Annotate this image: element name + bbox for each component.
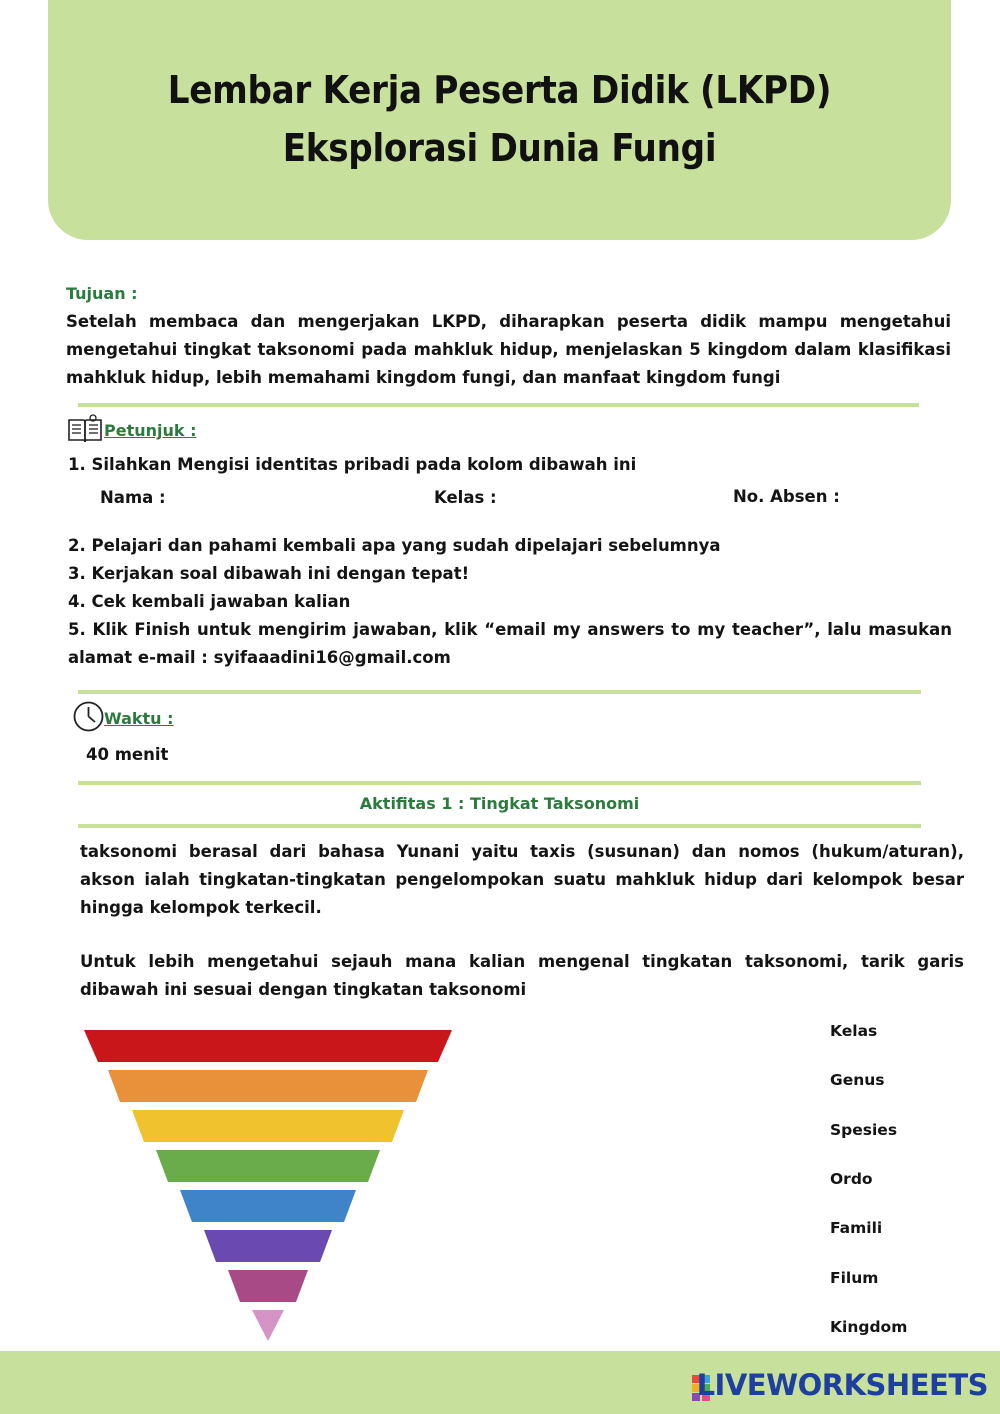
pyramid-level-8	[252, 1310, 284, 1341]
divider	[78, 690, 921, 694]
pyramid-level-2	[108, 1070, 428, 1102]
step-1: 1. Silahkan Mengisi identitas pribadi pada kolom dibawah ini	[68, 455, 637, 474]
taxonomy-label-ordo[interactable]: Ordo	[830, 1170, 873, 1188]
step-3: 3. Kerjakan soal dibawah ini dengan tepat!	[68, 564, 470, 583]
aktifitas-paragraph-2: Untuk lebih mengetahui sejauh mana kalian mengenal tingkatan taksonomi, tarik garis dibawah ini sesuai dengan tingkatan taksonomi	[80, 952, 964, 999]
aktifitas-heading: Aktifitas 1 : Tingkat Taksonomi	[359, 794, 640, 813]
field-nama-label: Nama :	[100, 488, 166, 507]
pyramid-level-3	[132, 1110, 404, 1142]
step-2: 2. Pelajari dan pahami kembali apa yang sudah dipelajari sebelumnya	[68, 536, 721, 555]
page-title: Lembar Kerja Peserta Didik (LKPD)	[167, 68, 832, 112]
clock-icon	[72, 700, 105, 733]
field-kelas-label: Kelas :	[434, 488, 497, 507]
waktu-value: 40 menit	[86, 745, 169, 764]
step-4: 4. Cek kembali jawaban kalian	[68, 592, 351, 611]
book-icon	[67, 414, 103, 444]
aktifitas-paragraph-1: taksonomi berasal dari bahasa Yunani yaitu taxis (susunan) dan nomos (hukum/aturan), akson ialah tingkatan-tingkatan pengelompokan suatu mahkluk hidup dari kelompok besar hingga kelompok terkecil.	[80, 842, 964, 917]
divider	[78, 403, 919, 407]
taxonomy-label-filum[interactable]: Filum	[830, 1269, 879, 1287]
page-subtitle: Eksplorasi Dunia Fungi	[282, 126, 717, 170]
pyramid-level-7	[228, 1270, 308, 1302]
pyramid-level-5	[180, 1190, 356, 1222]
waktu-heading: Waktu :	[104, 709, 174, 728]
taxonomy-label-kingdom[interactable]: Kingdom	[830, 1318, 908, 1336]
taxonomy-label-kelas[interactable]: Kelas	[830, 1022, 878, 1040]
divider	[78, 781, 921, 785]
liveworksheets-brand[interactable]: LIVEWORKSHEETS	[696, 1368, 988, 1402]
pyramid-level-1	[84, 1030, 452, 1062]
step-5: 5. Klik Finish untuk mengirim jawaban, klik “email my answers to my teacher”, lalu masukan alamat e-mail : syifaaadini16@gmail.com	[68, 620, 952, 667]
taxonomy-pyramid	[84, 1030, 454, 1344]
header-banner	[48, 0, 951, 240]
taxonomy-label-spesies[interactable]: Spesies	[830, 1121, 898, 1139]
pyramid-level-4	[156, 1150, 380, 1182]
tujuan-heading: Tujuan :	[66, 284, 138, 303]
field-absen-label: No. Absen :	[733, 487, 840, 506]
petunjuk-heading: Petunjuk :	[104, 421, 197, 440]
tujuan-text: Setelah membaca dan mengerjakan LKPD, diharapkan peserta didik mampu mengetahui mengetahui tingkat taksonomi pada mahkluk hidup, menjelaskan 5 kingdom dalam klasifikasi mahkluk hidup, lebih memahami kingdom fungi, dan manfaat kingdom fungi	[66, 312, 951, 387]
taxonomy-label-genus[interactable]: Genus	[830, 1071, 885, 1089]
pyramid-level-6	[204, 1230, 332, 1262]
taxonomy-label-famili[interactable]: Famili	[830, 1219, 883, 1237]
divider	[78, 824, 921, 828]
